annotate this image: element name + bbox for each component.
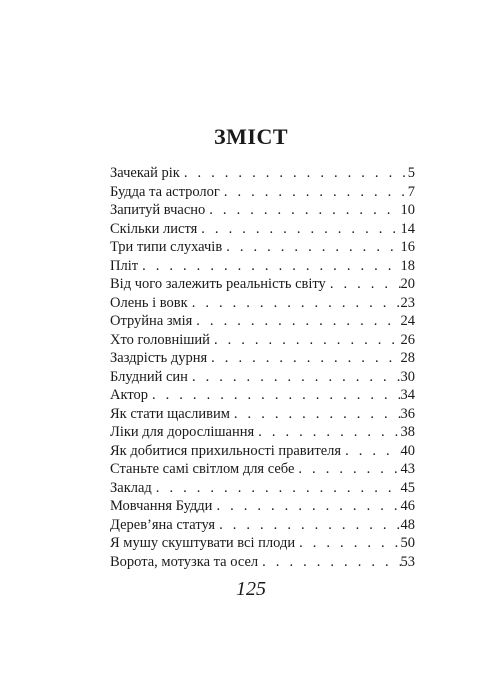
toc-entry-page: 50: [400, 535, 415, 551]
toc-entry: [110, 553, 415, 572]
toc-entry-page: 16: [400, 239, 415, 255]
toc-entry: [110, 220, 415, 239]
toc-entry: [110, 516, 415, 535]
toc-entry-title: Заклад: [110, 479, 152, 496]
toc-dot-leader: [254, 423, 400, 442]
toc-entry-page: 43: [400, 461, 415, 477]
toc-entry-title: Актор: [110, 387, 148, 403]
toc-dot-leader: [258, 553, 400, 572]
toc-entry-page: 45: [400, 479, 415, 496]
toc-entry-page: 38: [400, 424, 415, 440]
toc-entry-title: Блудний син: [110, 368, 188, 385]
toc-entry-page: 5: [407, 165, 415, 181]
toc-entry: [110, 534, 415, 553]
toc-entry-page: 48: [400, 516, 415, 533]
toc-entry-title: Будда та астролог: [110, 183, 220, 200]
toc-entry-page: 18: [400, 257, 415, 274]
toc-entry-title: Станьте самі світлом для себе: [110, 461, 295, 477]
toc-entry: [110, 294, 415, 313]
toc-entry-title: Пліт: [110, 257, 139, 274]
toc-entry-page: 28: [400, 350, 415, 366]
toc-entry-title: Зачекай рік: [110, 165, 180, 181]
toc-dot-leader: [205, 201, 400, 220]
toc-entry-page: 36: [400, 405, 415, 422]
toc-entry: [110, 238, 415, 257]
toc-entry-page: 10: [400, 202, 415, 218]
toc-entry-title: Хто головніший: [110, 331, 210, 348]
toc-dot-leader: [207, 349, 400, 368]
toc-entry-page: 23: [400, 294, 415, 311]
page-number: 125: [236, 578, 266, 600]
toc-dot-leader: [152, 479, 401, 498]
toc-dot-leader: [215, 516, 400, 535]
toc-entry-page: 30: [400, 368, 415, 385]
toc-dot-leader: [222, 238, 400, 257]
toc-entry-title: Я мушу скуштувати всі плоди: [110, 535, 296, 551]
page-title: ЗМІСТ: [214, 124, 288, 149]
toc-entry-page: 40: [400, 442, 415, 459]
toc-entry: [110, 349, 415, 368]
toc-entry: [110, 386, 415, 405]
toc-entry: [110, 275, 415, 294]
toc-entry: [110, 460, 415, 479]
toc-entry-title: Олень і вовк: [110, 294, 188, 311]
toc-entry: [110, 423, 415, 442]
toc-entry: [110, 479, 415, 498]
toc-dot-leader: [341, 442, 400, 461]
toc-entry-title: Отруйна змія: [110, 313, 193, 329]
toc-entry: [110, 497, 415, 516]
toc-entry-title: Скільки листя: [110, 220, 198, 237]
toc-dot-leader: [210, 331, 401, 350]
toc-dot-leader: [188, 294, 401, 313]
toc-dot-leader: [295, 534, 400, 553]
toc-entry: [110, 442, 415, 461]
toc-entry: [110, 312, 415, 331]
toc-entry-title: Запитуй вчасно: [110, 202, 206, 218]
toc-dot-leader: [294, 460, 400, 479]
toc-entry-title: Ворота, мотузка та осел: [110, 553, 259, 570]
toc-entry-page: 46: [400, 498, 415, 514]
toc-dot-leader: [230, 405, 401, 424]
toc-entry-page: 14: [400, 220, 415, 237]
toc-dot-leader: [180, 164, 408, 183]
toc-entry-title: Ліки для дорослішання: [110, 424, 255, 440]
toc-dot-leader: [138, 257, 400, 276]
toc-entry: [110, 368, 415, 387]
toc-entry: [110, 405, 415, 424]
toc-entry: [110, 201, 415, 220]
toc-dot-leader: [188, 368, 401, 387]
toc-entry-title: Три типи слухачів: [110, 239, 223, 255]
toc-entry: [110, 183, 415, 202]
table-of-contents: [110, 164, 415, 571]
toc-entry: [110, 331, 415, 350]
toc-entry-title: Мовчання Будди: [110, 498, 213, 514]
toc-entry-page: 34: [400, 387, 415, 403]
toc-entry: [110, 257, 415, 276]
toc-entry-title: Від чого залежить реальність світу: [110, 276, 326, 292]
toc-entry-page: 7: [407, 183, 415, 200]
toc-dot-leader: [326, 275, 401, 294]
toc-entry-page: 24: [400, 313, 415, 329]
toc-entry-title: Як стати щасливим: [110, 405, 230, 422]
toc-entry-page: 26: [400, 331, 415, 348]
toc-entry-title: Дерев’яна статуя: [110, 516, 216, 533]
toc-entry: [110, 164, 415, 183]
toc-dot-leader: [192, 312, 400, 331]
toc-dot-leader: [220, 183, 408, 202]
toc-entry-title: Як добитися прихильності правителя: [110, 442, 342, 459]
toc-dot-leader: [197, 220, 400, 239]
toc-entry-page: 53: [400, 553, 415, 570]
toc-dot-leader: [148, 386, 401, 405]
toc-entry-title: Заздрість дурня: [110, 350, 208, 366]
toc-entry-page: 20: [400, 276, 415, 292]
toc-dot-leader: [212, 497, 400, 516]
